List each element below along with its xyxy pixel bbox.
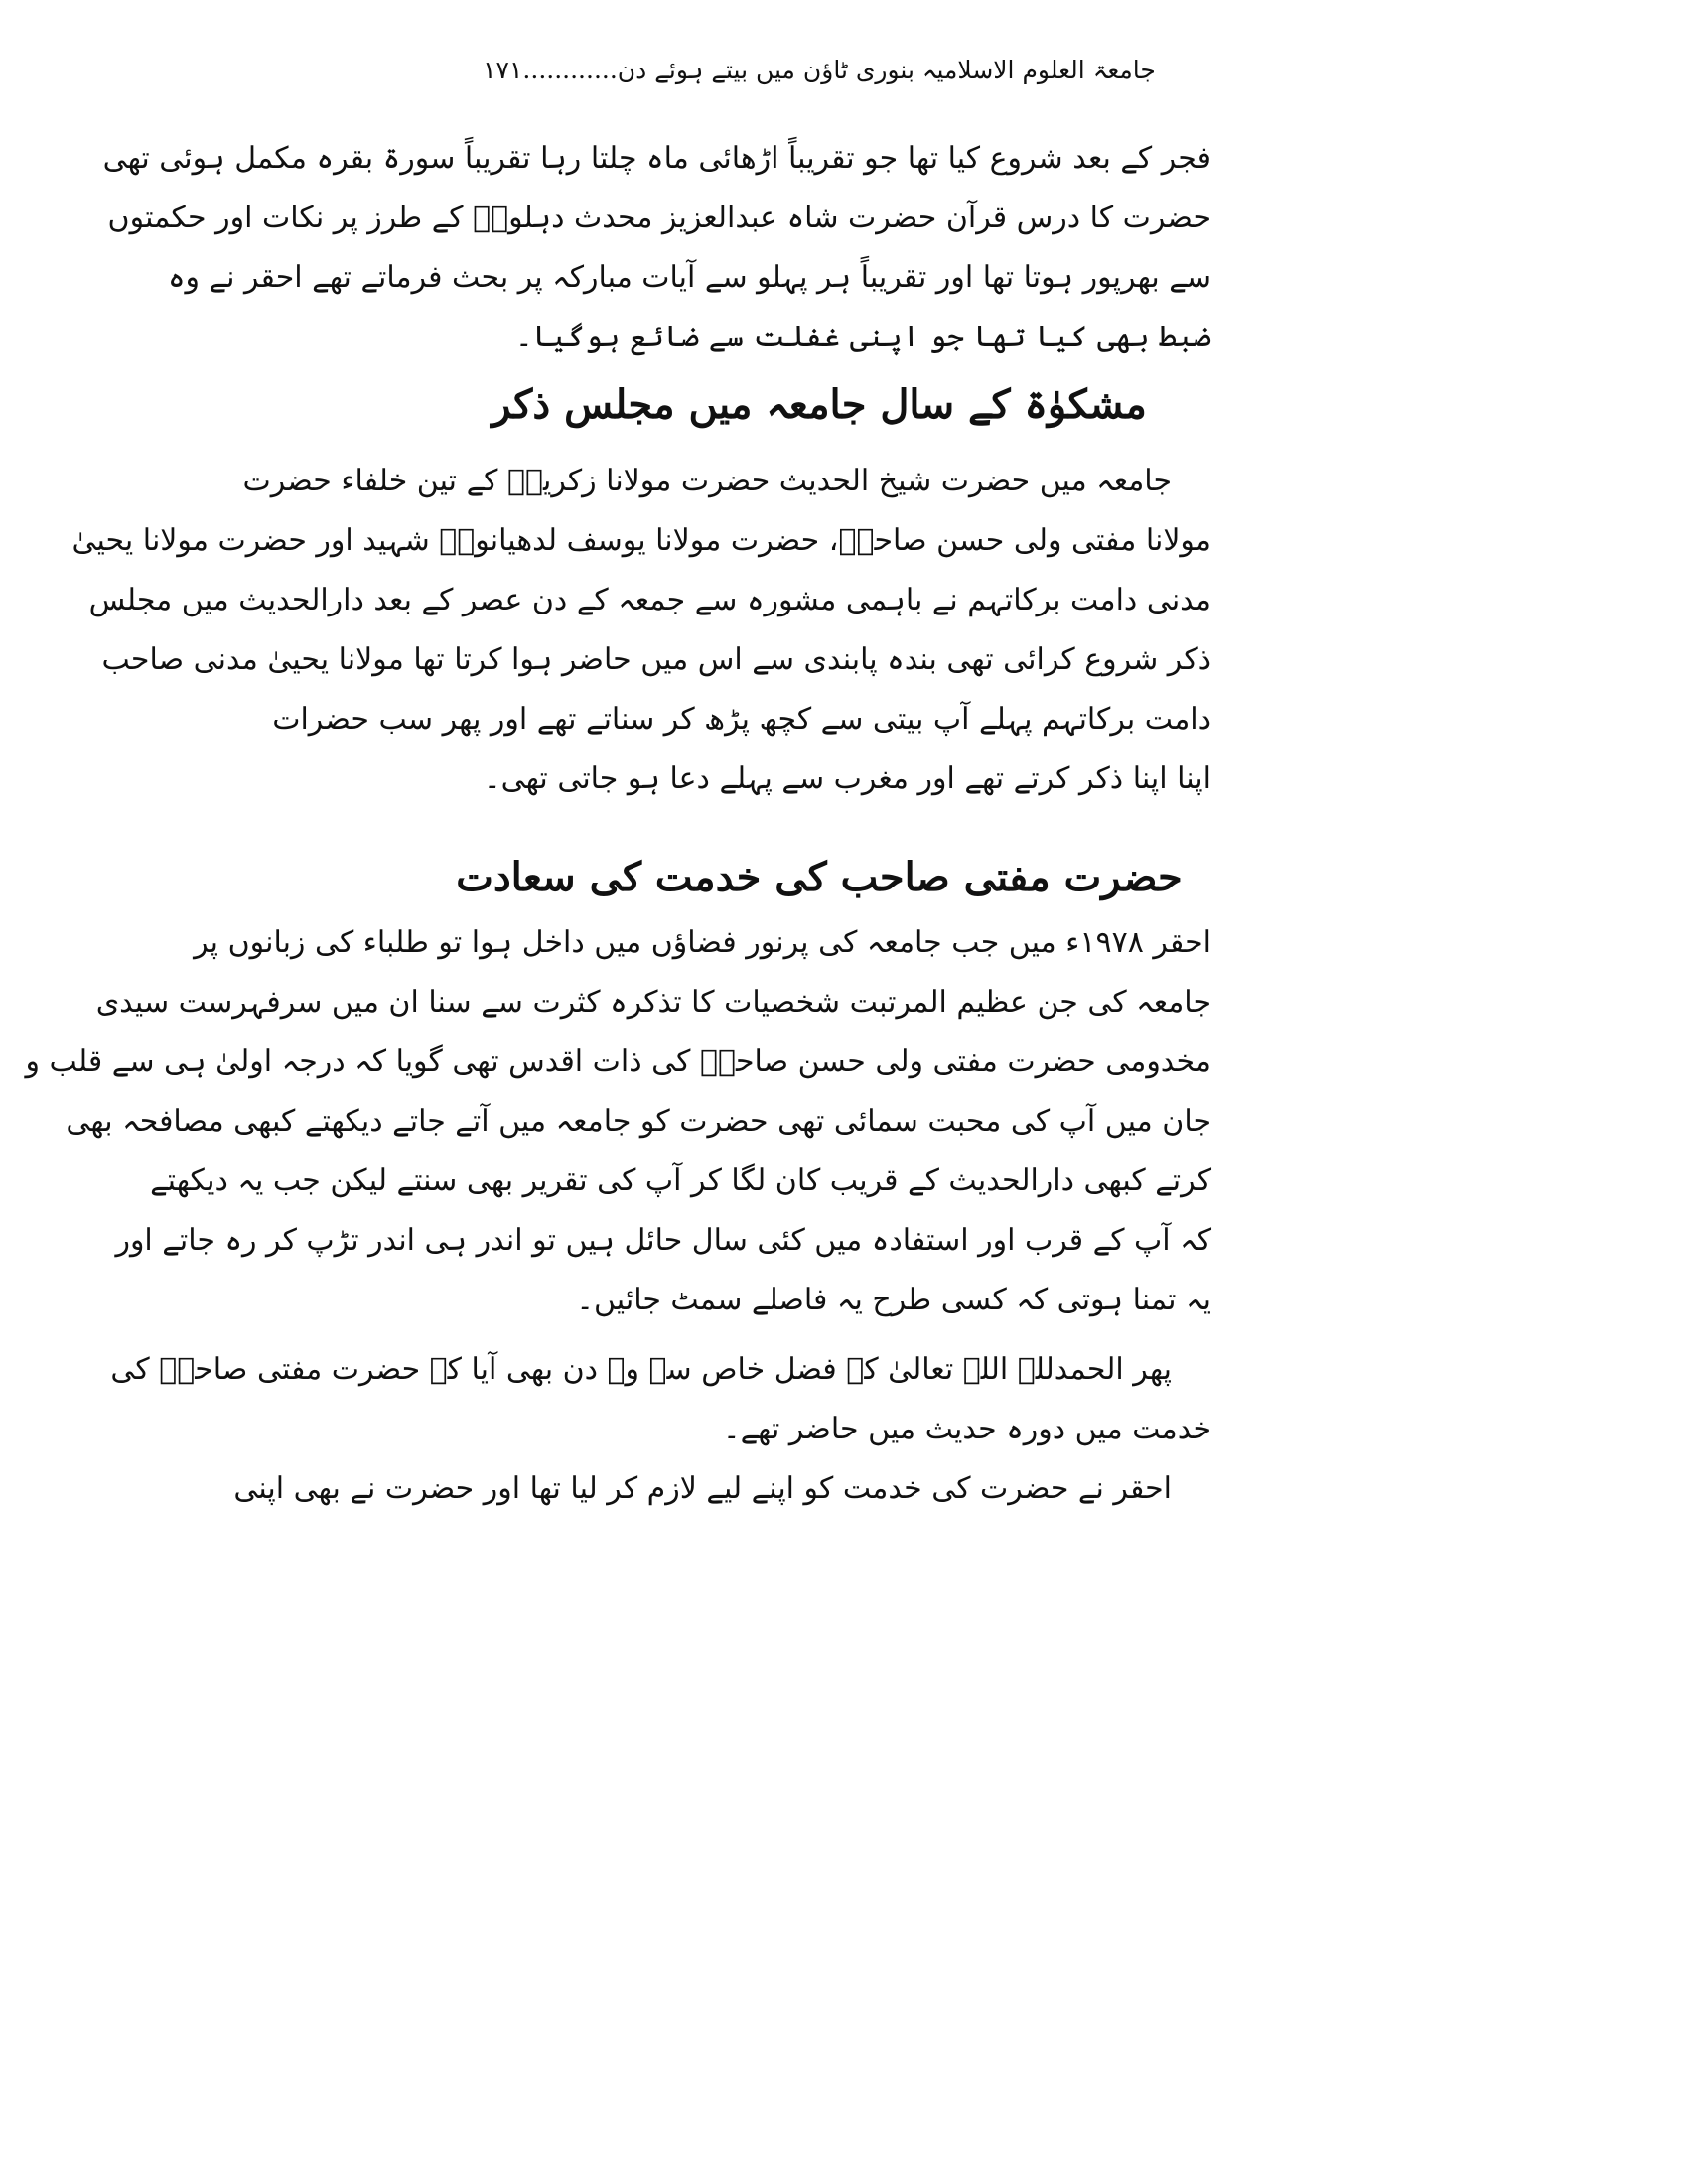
text-line: مولانا مفتی ولی حسن صاحبؒ، حضرت مولانا یوسف لدھیانویؒ شہید اور حضرت مولانا یحییٰ: [71, 523, 1211, 558]
text-line: یہ تمنا ہوتی کہ کسی طرح یہ فاصلے سمٹ جائیں۔: [576, 1283, 1211, 1317]
text-line: جان میں آپ کی محبت سمائی تھی حضرت کو جامعہ میں آتے جاتے دیکھتے کبھی مصافحہ بھی: [66, 1104, 1211, 1139]
text-line: کہ آپ کے قرب اور استفادہ میں کئی سال حائل ہیں تو اندر ہی اندر تڑپ کر رہ جاتے اور: [115, 1223, 1211, 1258]
paragraph-alhamdulillah: [110, 1340, 1211, 1459]
text-line: دامت برکاتہم پہلے آپ بیتی سے کچھ پڑھ کر سناتے تھے اور پھر سب حضرات: [272, 702, 1211, 737]
text-line: مدنی دامت برکاتہم نے باہمی مشورہ سے جمعہ کے دن عصر کے بعد دارالحدیث میں مجلس: [88, 583, 1211, 617]
section-heading: حضرت مفتی صاحب کی خدمت کی سعادت: [456, 854, 1183, 900]
text-line: فجر کے بعد شروع کیا تھا جو تقریباً اڑھائی ماہ چلتا رہا تقریباً سورۃ بقرہ مکمل ہوئی تھی: [102, 141, 1211, 176]
text-line: ذکر شروع کرائی تھی بندہ پابندی سے اس میں حاضر ہوا کرتا تھا مولانا یحییٰ مدنی صاحب: [101, 642, 1211, 677]
text-line: جامعہ میں حضرت شیخ الحدیث حضرت مولانا زکریاؒ کے تین خلفاء حضرت: [242, 464, 1172, 498]
paragraph-khidmat: [25, 913, 1211, 1330]
paragraph-dars-quran: [102, 129, 1211, 367]
text-line: پھر الحمدللہ اللہ تعالیٰ کے فضل خاص سے وہ دن بھی آیا کہ حضرت مفتی صاحبؒ کی: [110, 1352, 1172, 1387]
text-line: سے بھرپور ہوتا تھا اور تقریباً ہر پہلو سے آیات مبارکہ پر بحث فرماتے تھے احقر نے وہ: [167, 260, 1211, 295]
running-header: [427, 48, 1211, 97]
text-line: جامعہ کی جن عظیم المرتبت شخصیات کا تذکرہ کثرت سے سنا ان میں سرفہرست سیدی: [95, 985, 1211, 1020]
text-line: خدمت میں دورہ حدیث میں حاضر تھے۔: [722, 1412, 1211, 1446]
text-line: کرتے کبھی دارالحدیث کے قریب کان لگا کر آپ کی تقریر بھی سنتے لیکن جب یہ دیکھتے: [150, 1163, 1211, 1198]
text-line: اپنا اپنا ذکر کرتے تھے اور مغرب سے پہلے دعا ہو جاتی تھی۔: [484, 761, 1211, 796]
section-heading: مشکوٰۃ کے سال جامعہ میں مجلس ذکر: [492, 381, 1147, 428]
text-line: احقر نے حضرت کی خدمت کو اپنے لیے لازم کر لیا تھا اور حضرت نے بھی اپنی: [233, 1471, 1172, 1506]
text-line: حضرت کا درس قرآن حضرت شاہ عبدالعزیز محدث دہلویؒ کے طرز پر نکات اور حکمتوں: [107, 201, 1211, 235]
text-line: احقر ۱۹۷۸ء میں جب جامعہ کی پرنور فضاؤں میں داخل ہوا تو طلباء کی زبانوں پر: [194, 925, 1211, 960]
paragraph-ahqar: [233, 1459, 1211, 1519]
section-heading-khidmat: [427, 842, 1211, 913]
paragraph-majlis-zikr: [71, 452, 1211, 809]
text-line: ضبط بھی کیا تھا جو اپنی غفلت سے ضائع ہوگیا۔: [514, 320, 1211, 354]
section-heading-majlis-zikr: [427, 369, 1211, 441]
running-title: جامعۃ العلوم الاسلامیہ بنوری ٹاؤن میں بیتے ہوئے دن............۱۷۱: [483, 56, 1156, 84]
text-line: مخدومی حضرت مفتی ولی حسن صاحبؒ کی ذات اقدس تھی گویا کہ درجہ اولیٰ ہی سے قلب و: [25, 1044, 1211, 1079]
